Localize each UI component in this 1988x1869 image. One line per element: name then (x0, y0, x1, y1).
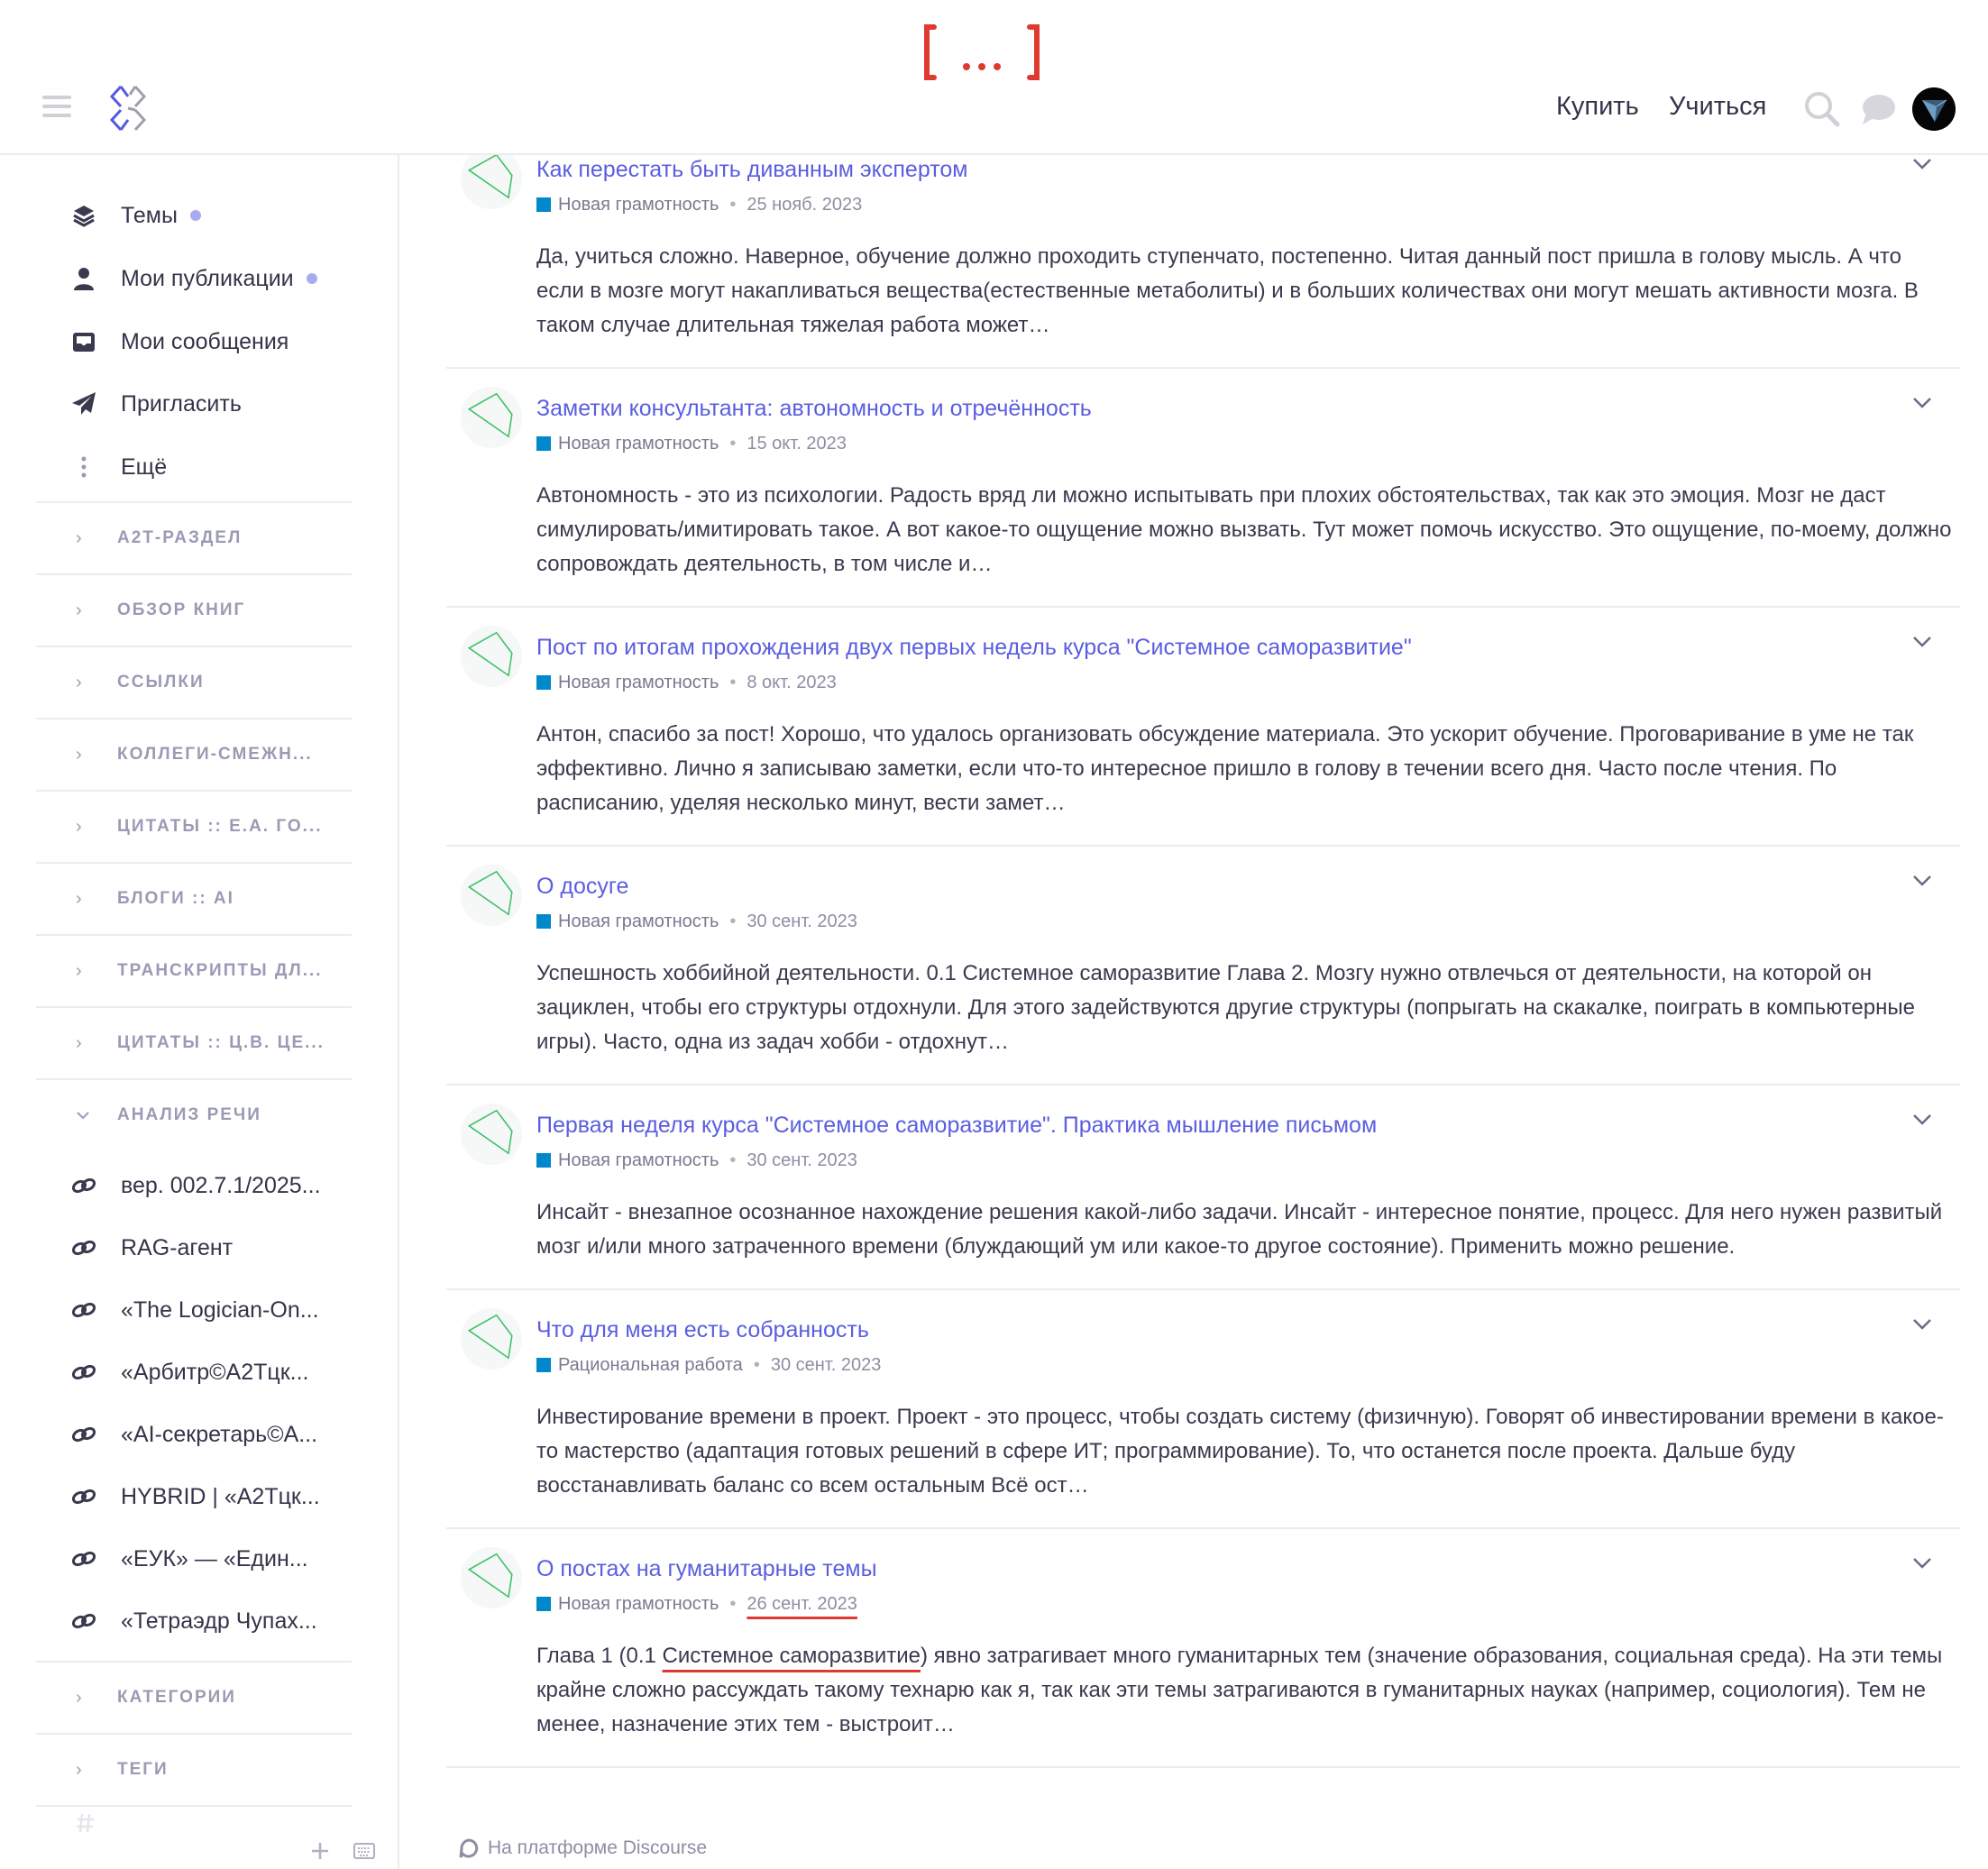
sidebar-link-label: RAG-агент (121, 1234, 234, 1260)
sidebar-link-item[interactable] (70, 1225, 233, 1270)
topic-list-item (446, 608, 1960, 847)
separator-dot: • (729, 1150, 737, 1170)
unread-dot (190, 210, 201, 221)
topic-title-link[interactable]: Что для меня есть собранность (536, 1317, 869, 1342)
discourse-icon (459, 1838, 479, 1858)
sidebar-link-item[interactable] (70, 1163, 321, 1208)
category-color-square (536, 1597, 551, 1611)
sidebar-link-item[interactable] (70, 1474, 320, 1519)
topic-list-item (446, 369, 1960, 608)
chevron-right-icon: › (76, 888, 82, 909)
link-icon (70, 1487, 97, 1507)
chevron-down-icon[interactable] (1911, 157, 1933, 171)
topic-list-item (446, 1290, 1960, 1529)
post-excerpt: Инвестирование времени в проект. Проект - это процесс, чтобы создать систему (физичную). Говорят об инвестировании времени в какое-то мастерство (адаптация готовых решений в сфере ИТ; программирование). То, что останется после проекта. Дальше буду восстанавливать баланс со всем остальным Всё ост… (536, 1405, 1944, 1498)
link-icon (70, 1362, 97, 1382)
keyboard-icon[interactable] (353, 1843, 375, 1859)
category-link[interactable]: Новая грамотность (558, 434, 719, 454)
sidebar-link-label: вер. 002.7.1/2025... (121, 1172, 321, 1198)
sidebar-link-label: HYBRID | «А2Тцк... (121, 1483, 320, 1509)
separator-dot: • (753, 1355, 760, 1375)
topic-list-item (446, 1529, 1960, 1768)
excerpt-text: ) явно затрагивает много гуманитарных тем (значение образования, социальная среда). На эти темы крайне сложно рассуждать такому технарю как я, так как эти темы затрагиваются в гуманитарных науках (например, социология). Тем не менее, назначение этих тем - выстроит… (536, 1644, 1943, 1736)
sidebar-item-label: Пригласить (121, 390, 242, 417)
sidebar-item-invite[interactable] (70, 381, 242, 426)
section-title: ЦИТАТЫ :: Ц.В. ЦЕ... (117, 1033, 325, 1052)
post-date[interactable]: 8 окт. 2023 (747, 673, 837, 692)
chevron-right-icon: › (76, 744, 82, 765)
topic-title-link[interactable]: Первая неделя курса "Системное саморазвитие". Практика мышление письмом (536, 1113, 1378, 1138)
topic-title-link[interactable]: О постах на гуманитарные темы (536, 1556, 877, 1581)
category-link[interactable]: Рациональная работа (558, 1355, 743, 1375)
chevron-down-icon[interactable] (1911, 1317, 1933, 1332)
topic-list-item (446, 847, 1960, 1086)
chevron-down-icon[interactable] (1911, 396, 1933, 410)
user-avatar[interactable] (461, 626, 522, 687)
category-link[interactable]: Новая грамотность (558, 912, 719, 931)
sidebar-section-toggle[interactable] (36, 790, 352, 862)
chevron-right-icon: › (76, 1032, 82, 1053)
chat-icon[interactable] (1859, 90, 1897, 128)
sidebar-item-label: Темы (121, 202, 178, 228)
section-title: КОЛЛЕГИ-СМЕЖН... (117, 745, 313, 764)
user-avatar[interactable] (461, 865, 522, 926)
topic-title-link[interactable]: Как перестать быть диванным экспертом (536, 157, 968, 182)
post-excerpt: Антон, спасибо за пост! Хорошо, что удалось организовать обсуждение материала. Это ускорит обучение. Проговаривание в уме не так эффективно. Лично я записываю заметки, если что-то интересное пришло в голову в течении всего дня. Часто после чтения. По расписанию, уделяя несколько минут, вести замет… (536, 722, 1914, 815)
paper-plane-icon (70, 390, 97, 417)
separator-dot: • (729, 434, 737, 454)
sidebar-link-label: «ЕУК» — «Един... (121, 1545, 308, 1571)
user-avatar[interactable] (461, 387, 522, 448)
sidebar-section-toggle[interactable] (36, 501, 352, 573)
section-title: ТРАНСКРИПТЫ ДЛ... (117, 961, 323, 980)
section-title: АНАЛИЗ РЕЧИ (117, 1105, 261, 1124)
link-icon (70, 1549, 97, 1569)
category-color-square (536, 197, 551, 212)
sidebar-link-label: «Арбитр©А2Тцк... (121, 1359, 309, 1385)
topic-title-link[interactable]: Пост по итогам прохождения двух первых недель курса "Системное саморазвитие" (536, 635, 1412, 660)
powered-by-discourse-link[interactable] (459, 1837, 707, 1859)
section-title: ТЕГИ (117, 1760, 169, 1779)
sidebar-item-label: Ещё (121, 454, 168, 480)
separator-dot: • (729, 1594, 737, 1614)
sidebar-link-label: «Тетраэдр Чупах... (121, 1608, 317, 1634)
sidebar-link-item[interactable] (70, 1599, 317, 1644)
section-title: БЛОГИ :: AI (117, 889, 234, 908)
powered-by-text: На платформе Discourse (488, 1837, 708, 1858)
category-color-square (536, 1153, 551, 1168)
chevron-down-icon[interactable] (1911, 1556, 1933, 1571)
chevron-right-icon: › (76, 600, 82, 620)
annotation-ellipsis-bracket (921, 23, 1042, 81)
sidebar (0, 155, 399, 1869)
section-title: ОБЗОР КНИГ (117, 600, 246, 619)
sidebar-item-more[interactable] (70, 444, 167, 490)
sidebar-section-toggle[interactable] (36, 1006, 352, 1078)
sidebar-section-toggle[interactable] (36, 646, 352, 718)
sidebar-section-toggle-expanded[interactable] (36, 1078, 352, 1150)
chevron-right-icon: › (76, 527, 82, 548)
sidebar-section-toggle[interactable] (36, 862, 352, 934)
post-date[interactable]: 26 сент. 2023 (747, 1594, 857, 1614)
nav-learn-link[interactable]: Учиться (1669, 92, 1767, 121)
category-link[interactable]: Новая грамотность (558, 195, 719, 215)
search-icon[interactable] (1803, 90, 1841, 128)
category-color-square (536, 675, 551, 690)
hash-icon (75, 1812, 96, 1834)
sidebar-item-topics[interactable] (70, 193, 201, 238)
chevron-right-icon: › (76, 960, 82, 981)
add-section-icon[interactable] (310, 1841, 330, 1861)
separator-dot: • (729, 673, 737, 692)
chevron-down-icon[interactable] (1911, 635, 1933, 649)
topic-title-link[interactable]: Заметки консультанта: автономность и отречённость (536, 396, 1092, 421)
inbox-icon (70, 328, 97, 355)
chevron-down-icon[interactable] (1911, 1113, 1933, 1127)
avatar[interactable] (1912, 87, 1956, 131)
sidebar-link-item[interactable] (70, 1350, 308, 1395)
topic-list-item (446, 1086, 1960, 1290)
section-title: ССЫЛКИ (117, 673, 205, 692)
link-icon (70, 1238, 97, 1258)
layers-icon (70, 202, 97, 229)
link-icon (70, 1176, 97, 1196)
more-vertical-icon (70, 454, 97, 481)
section-title: А2Т-РАЗДЕЛ (117, 528, 243, 547)
post-excerpt: Успешность хоббийной деятельности. 0.1 Системное саморазвитие Глава 2. Мозгу нужно отвлечься от деятельности, на которой он зациклен, чтобы его структуры отдохнули. Для этого задействуются другие структуры (попрыгать на скакалке, поиграть в компьютерные игры). Часто, одна из задач хобби - отдохнут… (536, 961, 1915, 1054)
highlighted-phrase: Системное саморазвитие (662, 1644, 921, 1668)
chevron-down-icon[interactable] (1911, 874, 1933, 888)
section-title: КАТЕГОРИИ (117, 1688, 236, 1707)
section-title: ЦИТАТЫ :: Е.А. ГО... (117, 817, 323, 836)
sidebar-link-label: «The Logician-On... (121, 1296, 319, 1323)
sidebar-link-item[interactable] (70, 1287, 319, 1333)
post-date[interactable]: 30 сент. 2023 (747, 1150, 857, 1170)
sidebar-item-label: Мои публикации (121, 265, 294, 291)
topic-title-link[interactable]: О досуге (536, 874, 629, 899)
divider (36, 1805, 352, 1807)
sidebar-item-label: Мои сообщения (121, 328, 289, 354)
chevron-down-icon (76, 1110, 90, 1121)
sidebar-link-item[interactable] (70, 1536, 308, 1581)
link-icon (70, 1611, 97, 1631)
sidebar-section-toggle[interactable] (36, 1661, 352, 1733)
sidebar-section-toggle[interactable] (36, 573, 352, 646)
site-logo[interactable] (108, 85, 162, 132)
excerpt-text: Глава 1 (0.1 (536, 1644, 663, 1668)
post-date[interactable]: 15 окт. 2023 (747, 434, 847, 454)
topic-list (446, 130, 1960, 1768)
user-avatar[interactable] (461, 1547, 522, 1608)
category-link[interactable]: Новая грамотность (558, 1150, 719, 1170)
user-avatar[interactable] (461, 1308, 522, 1370)
category-link[interactable]: Новая грамотность (558, 673, 719, 692)
link-icon (70, 1300, 97, 1320)
chevron-right-icon: › (76, 816, 82, 837)
chevron-right-icon: › (76, 1759, 82, 1780)
separator-dot: • (729, 912, 737, 931)
user-icon (70, 265, 97, 292)
post-date[interactable]: 30 сент. 2023 (770, 1355, 882, 1375)
topic-list-item (446, 130, 1960, 369)
hamburger-menu-button[interactable] (42, 96, 71, 117)
site-header (0, 0, 1988, 155)
sidebar-section-toggle[interactable] (36, 718, 352, 790)
category-color-square (536, 436, 551, 451)
chevron-right-icon: › (76, 1687, 82, 1708)
nav-buy-link[interactable]: Купить (1556, 92, 1639, 121)
post-excerpt: Автономность - это из психологии. Радость вряд ли можно испытывать при плохих обстоятельствах, так как это эмоция. Мозг не даст симулировать/имитировать такое. А вот какое-то ощущение можно вызвать. Тут может помочь искусство. Это ощущение, по-моему, должно сопровождать деятельность, в том числе и… (536, 483, 1952, 576)
link-icon (70, 1425, 97, 1444)
sidebar-item-my-posts[interactable] (70, 256, 317, 301)
post-excerpt: Да, учиться сложно. Наверное, обучение должно проходить ступенчато, постепенно. Читая данный пост пришла в голову мысль. А что если в мозге могут накапливаться вещества(естественные метаболиты) и в больших количествах они могут мешать активности мозга. В таком случае длительная тяжелая работа может… (536, 244, 1919, 337)
sidebar-item-my-messages[interactable] (70, 319, 289, 364)
post-date[interactable]: 25 нояб. 2023 (747, 195, 863, 215)
category-link[interactable]: Новая грамотность (558, 1594, 719, 1614)
post-excerpt (536, 1639, 1960, 1742)
chevron-right-icon: › (76, 672, 82, 692)
category-color-square (536, 1358, 551, 1372)
sidebar-link-item[interactable] (70, 1412, 317, 1457)
post-excerpt: Инсайт - внезапное осознанное нахождение решения какой-либо задачи. Инсайт - интересное понятие, процесс. Для него нужен развитый мозг и/или много затраченного времени (блуждающий ум или какое-то другое состояние). Применить можно решение. (536, 1200, 1943, 1259)
user-avatar[interactable] (461, 148, 522, 209)
sidebar-section-toggle[interactable] (36, 934, 352, 1006)
sidebar-section-toggle[interactable] (36, 1733, 352, 1805)
category-color-square (536, 914, 551, 929)
user-avatar[interactable] (461, 1104, 522, 1165)
separator-dot: • (729, 195, 737, 215)
unread-dot (307, 273, 317, 284)
post-date[interactable]: 30 сент. 2023 (747, 912, 857, 931)
sidebar-link-label: «AI-секретарь©А... (121, 1421, 318, 1447)
